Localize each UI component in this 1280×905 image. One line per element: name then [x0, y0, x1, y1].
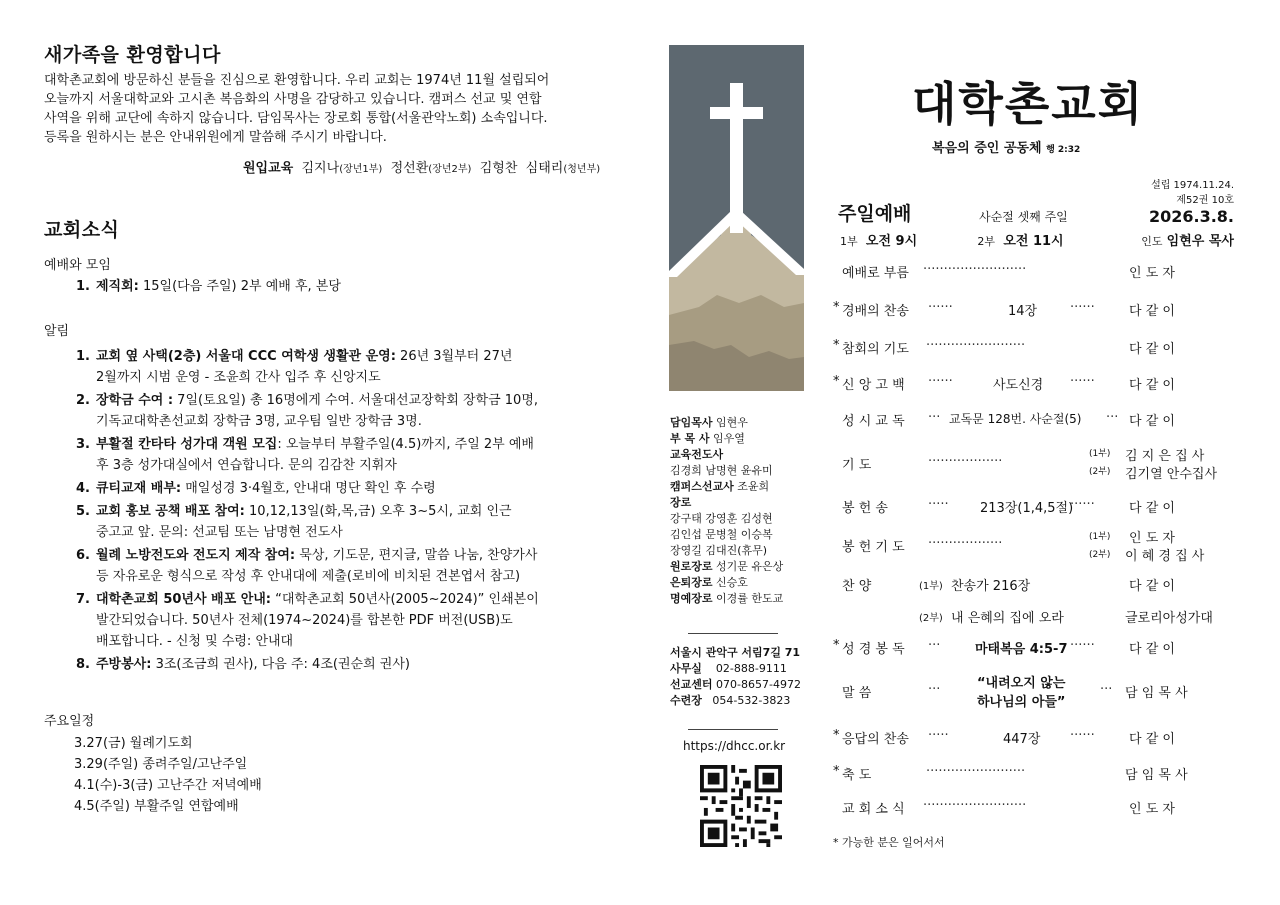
- edu-name: 김형찬: [479, 161, 518, 176]
- contact-block: 서울시 관악구 서림7길 71 사무실 02-888-9111 선교센터 070-8657-4972 수련장 054-532-3823: [670, 646, 801, 707]
- new-member-education: 원입교육 김지나(장년1부) 정선환(장년2부) 김형찬 심태리(청년부): [243, 161, 601, 176]
- list-item: 1. 제직회: 15일(다음 주일) 2부 예배 후, 본당: [76, 279, 341, 294]
- schedule-list: [74, 733, 262, 817]
- order-row: * 응답의 찬송 ····· 447장 ······ 다 같 이: [833, 728, 1175, 747]
- order-row: 기 도 ·················· (1부) 김 지 은 집 사 (2부) 김기열 안수집사: [842, 449, 1218, 482]
- schedule-item: 4.1(수)-3(금) 고난주간 저녁예배: [74, 778, 262, 793]
- motto: 복음의 증인 공동체 행 2:32: [932, 141, 1081, 156]
- service-times: 1부 오전 9시 2부 오전 11시: [840, 234, 1064, 249]
- order-row: * 축 도 ························ 담 임 목 사: [833, 764, 1188, 783]
- church-name: 대학촌교회: [912, 77, 1145, 131]
- staff-list: 담임목사 임현우 부 목 사 임우열 교육전도사 김경희 남명현 윤유미 캠퍼스선교사 조윤희 장로 강구태 강영훈 김성현 김인섭 문병철 이승복 장영길 김대진(휴무) 원로장로 성기문 유은상 은퇴장로 신승호 명예장로 이경률 한도교: [670, 416, 784, 605]
- order-row: * 성 경 봉 독 ··· 마태복음 4:5-7 ······ 다 같 이: [833, 638, 1175, 657]
- list-item: 7. 대학촌교회 50년사 배포 안내: “대학촌교회 50년사(2005~2024)” 인쇄본이: [76, 592, 539, 607]
- order-row: 교 회 소 식 ························· 인 도 자: [842, 798, 1175, 817]
- list-item: 8. 주방봉사: 3조(조금희 권사), 다음 주: 4조(권순희 권사): [76, 657, 410, 672]
- founded-info: 설립 1974.11.24. 제52권 10호: [1151, 180, 1234, 206]
- leader: 인도 임현우 목사: [1141, 234, 1234, 249]
- edu-name: 김지나: [301, 161, 340, 176]
- service-title: 주일예배: [838, 203, 912, 225]
- list-item: 2. 장학금 수여 : 7일(토요일) 총 16명에게 수여. 서울대선교장학회 장학금 10명,: [76, 393, 539, 408]
- order-row: 예배로 부름 ························· 인 도 자: [842, 262, 1175, 281]
- season: 사순절 셋째 주일: [979, 210, 1068, 224]
- welcome-line: 사역을 위해 교단에 속하지 않습니다. 담임목사는 장로회 통합(서울관악노회) 소속입니다.: [44, 111, 548, 126]
- worship-heading: 예배와 모임: [44, 258, 111, 273]
- schedule-item: 3.27(금) 월례기도회: [74, 736, 193, 751]
- qr-code-icon[interactable]: [700, 765, 782, 847]
- list-item: 6. 월례 노방전도와 전도지 제작 참여: 묵상, 기도문, 편지글, 말씀 나눔, 찬양가사: [76, 548, 538, 563]
- order-row: * 참회의 기도 ························ 다 같 이: [833, 338, 1175, 357]
- welcome-line: 대학촌교회에 방문하신 분들을 진심으로 환영합니다. 우리 교회는 1974년 11월 설립되어: [44, 73, 550, 88]
- list-item: 5. 교회 홍보 공책 배포 참여: 10,12,13일(화,목,금) 오후 3~5시, 교회 인근: [76, 504, 512, 519]
- order-row: 봉 헌 송 ····· 213장(1,4,5절) ······ 다 같 이: [842, 497, 1175, 516]
- order-row: (2부) 내 은혜의 집에 오라 글로리아성가대: [919, 611, 1213, 626]
- order-row: 성 시 교 독 ··· 교독문 128번. 사순절(5) ··· 다 같 이: [842, 410, 1175, 429]
- order-row: 말 씀 ··· “내려오지 않는 하나님의 아들” ··· 담 임 목 사: [842, 676, 1188, 710]
- church-cross-icon: [669, 45, 804, 391]
- edu-name: 정선환: [390, 161, 429, 176]
- list-item: 3. 부활절 칸타타 성가대 객원 모집: 오늘부터 부활주일(4.5)까지, 주일 2부 예배: [76, 437, 534, 452]
- edu-label: 원입교육: [243, 161, 294, 176]
- notice-heading: 알림: [44, 324, 70, 339]
- order-row: 봉 헌 기 도 ·················· (1부) 인 도 자 (2부) 이 혜 경 집 사: [842, 531, 1205, 564]
- welcome-line: 오늘까지 서울대학교와 고시촌 복음화의 사명을 감당하고 있습니다. 캠퍼스 선교 및 연합: [44, 92, 542, 107]
- list-item: 1. 교회 옆 사택(2층) 서울대 CCC 여학생 생활관 운영: 26년 3월부터 27년: [76, 349, 513, 364]
- order-row: * 신 앙 고 백 ······ 사도신경 ······ 다 같 이: [833, 374, 1175, 393]
- welcome-paragraph: [44, 71, 634, 147]
- schedule-heading: 주요일정: [44, 714, 95, 729]
- bulletin-date: 2026.3.8.: [1148, 207, 1234, 226]
- schedule-item: 3.29(주일) 종려주일/고난주일: [74, 757, 248, 772]
- news-title: 교회소식: [44, 219, 120, 241]
- website-link[interactable]: https://dhcc.or.kr: [683, 739, 786, 753]
- welcome-title: 새가족을 환영합니다: [44, 44, 221, 66]
- footnote: * 가능한 분은 일어서서: [833, 836, 945, 849]
- order-row: * 경배의 찬송 ······ 14장 ······ 다 같 이: [833, 300, 1175, 319]
- address: 서울시 관악구 서림7길 71: [670, 646, 801, 659]
- order-row: 찬 양 (1부) 찬송가 216장 다 같 이: [842, 579, 1175, 594]
- divider: [688, 633, 778, 634]
- schedule-item: 4.5(주일) 부활주일 연합예배: [74, 799, 239, 814]
- welcome-line: 등록을 원하시는 분은 안내위원에게 말씀해 주시기 바랍니다.: [44, 130, 387, 145]
- divider: [688, 729, 778, 730]
- list-item: 4. 큐티교재 배부: 매일성경 3·4월호, 안내대 명단 확인 후 수령: [76, 481, 436, 496]
- edu-name: 심태리: [525, 161, 564, 176]
- notice-list: 1. 교회 옆 사택(2층) 서울대 CCC 여학생 생활관 운영: 26년 3월부터 27년 2월까지 시범 운영 - 조윤희 간사 입주 후 신앙지도 2. 장학금 수여 : 7일(토요일) 총 16명에게 수여. 서울대선교장학회 장학금 10명, 기독교대학촌선교회 장학금 3명, 교우팀 일반 장학금 3명. 3. 부활절 칸타타 성가대 객원 모집: 오늘부터 부활주일(4.5)까지, 주일 2부 예배 후 3층 성가대실에서 연습합니다. 문의 김감찬 지휘자 4. 큐티교재 배부: 매일성경 3·4월호, 안내대 명단 확인 후 수령 5. 교회 홍보 공책 배포 참여: 10,12,13일(화,목,금) 오후 3~5시, 교회 인근 중고교 앞. 문의: 선교팀 또는 남명현 전도사 6. 월례 노방전도와 전도지 제작 참여: 묵상, 기도문, 편지글, 말씀 나눔, 찬양가사 등 자유로운 형식으로 작성 후 안내대에 제출(로비에 비치된 견본엽서 참고) 7. 대학촌교회 50년사 배포 안내: “대학촌교회 50년사(2005~2024)” 인쇄본이 발간되었습니다. 50년사 전체(1974~2024)를 합본한 PDF 버전(USB)도 배포합니다. - 신청 및 수령: 안내대 8. 주방봉사: 3조(조금희 권사), 다음 주: 4조(권순희 권사): [76, 346, 636, 675]
